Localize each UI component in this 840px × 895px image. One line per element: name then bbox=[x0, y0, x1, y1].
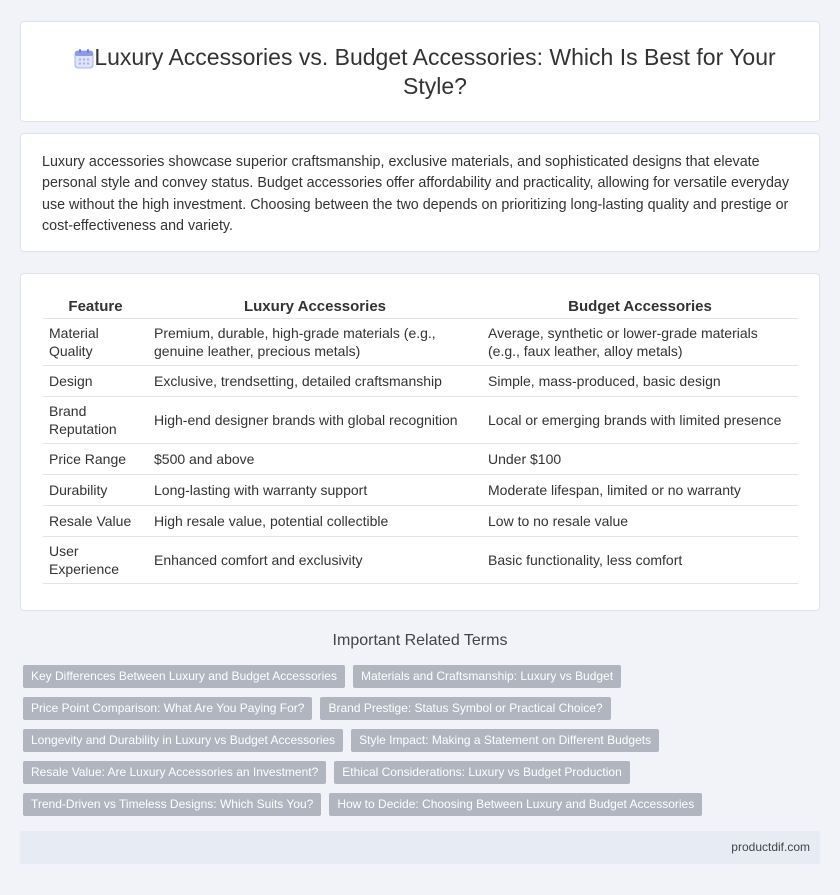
table-header-row bbox=[43, 296, 798, 318]
site-domain: productdif.com bbox=[731, 840, 810, 854]
intro-card bbox=[20, 133, 820, 252]
feature-cell: Price Range bbox=[43, 443, 148, 474]
budget-cell: Moderate lifespan, limited or no warranty bbox=[482, 474, 798, 505]
budget-cell: Local or emerging brands with limited presence bbox=[482, 396, 798, 443]
table-row bbox=[43, 396, 798, 443]
feature-cell: Design bbox=[43, 365, 148, 396]
footer-bar bbox=[20, 831, 820, 864]
related-term-link[interactable]: Brand Prestige: Status Symbol or Practical Choice? bbox=[320, 697, 610, 720]
related-term-link[interactable]: Materials and Craftsmanship: Luxury vs Budget bbox=[353, 665, 621, 688]
table-row bbox=[43, 318, 798, 365]
table-row bbox=[43, 474, 798, 505]
related-terms-heading: Important Related Terms bbox=[332, 632, 508, 649]
luxury-cell: High-end designer brands with global recognition bbox=[148, 396, 482, 443]
intro-paragraph: Luxury accessories showcase superior craftsmanship, exclusive materials, and sophisticated designs that elevate personal style and convey status. Budget accessories offer affordability and practicality, allowing for versatile everyday use without the high investment. Choosing between the two depends on prioritizing long-lasting quality and prestige or cost-effectiveness and variety. bbox=[42, 154, 790, 234]
related-term-link[interactable]: Price Point Comparison: What Are You Paying For? bbox=[23, 697, 312, 720]
header-feature: Feature bbox=[43, 296, 148, 318]
header-luxury: Luxury Accessories bbox=[148, 296, 482, 318]
related-terms-list bbox=[23, 665, 813, 816]
related-term-link[interactable]: How to Decide: Choosing Between Luxury and Budget Accessories bbox=[329, 793, 702, 816]
feature-cell: Brand Reputation bbox=[43, 396, 148, 443]
related-term-link[interactable]: Ethical Considerations: Luxury vs Budget Production bbox=[334, 761, 630, 784]
budget-cell: Under $100 bbox=[482, 443, 798, 474]
feature-cell: Durability bbox=[43, 474, 148, 505]
luxury-cell: Long-lasting with warranty support bbox=[148, 474, 482, 505]
related-term-link[interactable]: Longevity and Durability in Luxury vs Budget Accessories bbox=[23, 729, 343, 752]
luxury-cell: Exclusive, trendsetting, detailed craftsmanship bbox=[148, 365, 482, 396]
luxury-cell: $500 and above bbox=[148, 443, 482, 474]
table-row bbox=[43, 365, 798, 396]
table-row bbox=[43, 505, 798, 536]
budget-cell: Basic functionality, less comfort bbox=[482, 536, 798, 583]
feature-cell: Resale Value bbox=[43, 505, 148, 536]
related-term-link[interactable]: Style Impact: Making a Statement on Different Budgets bbox=[351, 729, 659, 752]
luxury-cell: Premium, durable, high-grade materials (e.g., genuine leather, precious metals) bbox=[148, 318, 482, 365]
header-budget: Budget Accessories bbox=[482, 296, 798, 318]
table-row bbox=[43, 443, 798, 474]
feature-cell: Material Quality bbox=[43, 318, 148, 365]
related-term-link[interactable]: Resale Value: Are Luxury Accessories an Investment? bbox=[23, 761, 326, 784]
comparison-card bbox=[20, 273, 820, 611]
page-title: Luxury Accessories vs. Budget Accessories: Which Is Best for Your Style? bbox=[94, 43, 776, 99]
luxury-cell: Enhanced comfort and exclusivity bbox=[148, 536, 482, 583]
header-card bbox=[20, 21, 820, 122]
table-row bbox=[43, 536, 798, 583]
luxury-cell: High resale value, potential collectible bbox=[148, 505, 482, 536]
budget-cell: Low to no resale value bbox=[482, 505, 798, 536]
related-term-link[interactable]: Key Differences Between Luxury and Budget Accessories bbox=[23, 665, 345, 688]
feature-cell: User Experience bbox=[43, 536, 148, 583]
comparison-table bbox=[43, 296, 798, 584]
related-term-link[interactable]: Trend-Driven vs Timeless Designs: Which Suits You? bbox=[23, 793, 321, 816]
budget-cell: Average, synthetic or lower-grade materials (e.g., faux leather, alloy metals) bbox=[482, 318, 798, 365]
budget-cell: Simple, mass-produced, basic design bbox=[482, 365, 798, 396]
